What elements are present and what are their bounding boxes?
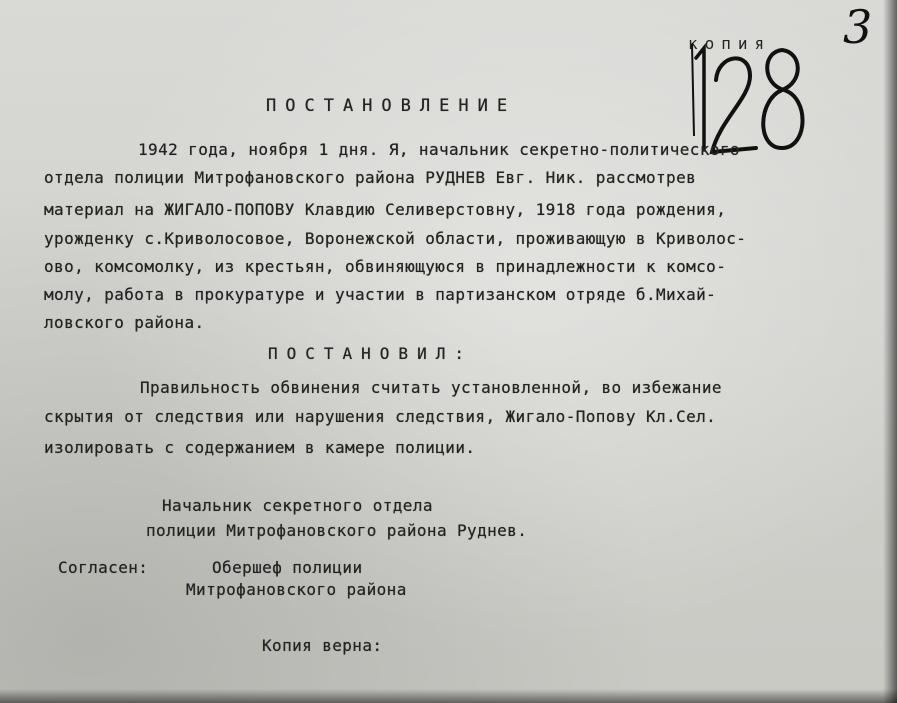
- resolution-line-1: Правильность обвинения считать установленной, во избежание: [140, 378, 722, 397]
- body-line-6: молу, работа в прокуратуре и участии в партизанском отряде б.Михай-: [44, 285, 717, 304]
- page-number: 3: [843, 0, 873, 54]
- agreed-line-1: Обершеф полиции: [212, 558, 363, 577]
- body-line-4: урожденку с.Криволосовое, Воронежской области, проживающую в Криволос-: [44, 229, 747, 248]
- agreed-label: Согласен:: [58, 558, 149, 577]
- document-title: ПОСТАНОВЛЕНИЕ: [266, 96, 517, 116]
- body-line-3: материал на ЖИГАЛО-ПОПОВУ Клавдию Селиверстовну, 1918 года рождения,: [44, 200, 727, 219]
- agreed-line-2: Митрофановского района: [186, 580, 407, 599]
- body-line-7: ловского района.: [44, 313, 205, 332]
- copy-certified: Копия верна:: [262, 636, 383, 655]
- copy-label: копия: [688, 34, 772, 53]
- resolution-heading: ПОСТАНОВИЛ:: [268, 344, 473, 363]
- body-line-1: 1942 года, ноября 1 дня. Я, начальник секретно-политического: [138, 140, 740, 159]
- body-line-2: отдела полиции Митрофановского района РУДНЕВ Евг. Ник. рассмотрев: [44, 168, 697, 187]
- signature-line-1: Начальник секретного отдела: [162, 496, 433, 515]
- resolution-line-3: изолировать с содержанием в камере полиции.: [44, 438, 476, 457]
- body-line-5: ово, комсомолку, из крестьян, обвиняющуюся в принадлежности к комсо-: [44, 257, 727, 276]
- resolution-line-2: скрытия от следствия или нарушения следствия, Жигало-Попову Кл.Сел.: [44, 407, 717, 426]
- signature-line-2: полиции Митрофановского района Руднев.: [146, 521, 528, 540]
